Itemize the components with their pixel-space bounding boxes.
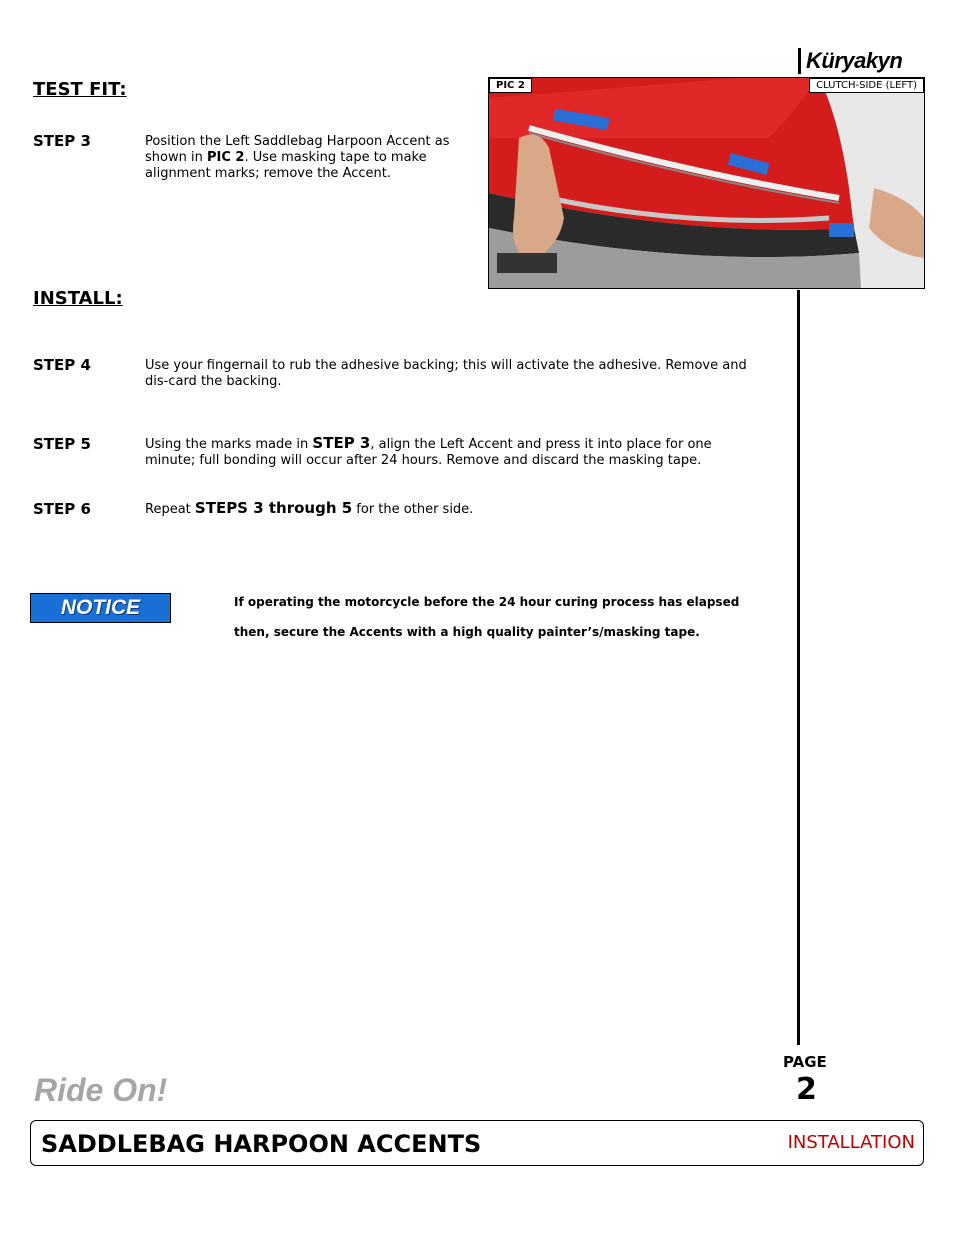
step-6-text: Repeat STEPS 3 through 5 for the other side. [145,499,474,517]
ride-on-tagline: Ride On! [34,1072,168,1108]
page-number: 2 [796,1072,817,1107]
logo-divider [798,48,801,74]
notice-badge: NOTICE [30,593,171,623]
step-3-label: STEP 3 [33,132,91,150]
notice-line-1: If operating the motorcycle before the 24 hour curing process has elapsed [234,595,740,609]
install-heading: INSTALL: [33,288,123,309]
side-label: CLUTCH-SIDE (LEFT) [809,78,924,93]
vertical-rule [797,290,800,1045]
step-4-text: Use your fingernail to rub the adhesive backing; this will activate the adhesive. Remove and dis-card the backing. [145,358,747,389]
saddlebag-photo [489,78,924,288]
page-label: PAGE [783,1053,827,1071]
footer-bar [30,1120,924,1166]
step-6-label: STEP 6 [33,500,91,518]
section-label: INSTALLATION [787,1132,915,1153]
step-5-text: Using the marks made in STEP 3, align the Left Accent and press it into place for one minute; full bonding will occur after 24 hours. Remove and discard the masking tape. [145,434,712,468]
product-title: SADDLEBAG HARPOON ACCENTS [41,1130,482,1158]
step-5-label: STEP 5 [33,435,91,453]
photo-pic-2 [488,77,925,289]
step-3-text: Position the Left Saddlebag Harpoon Accent as shown in PIC 2. Use masking tape to make alignment marks; remove the Accent. [145,134,450,181]
test-fit-heading: TEST FIT: [33,79,127,100]
kuryakyn-logo: Küryakyn [806,48,903,73]
pic-label: PIC 2 [489,78,532,93]
notice-line-2: then, secure the Accents with a high quality painter’s/masking tape. [234,625,700,639]
step-4-label: STEP 4 [33,356,91,374]
